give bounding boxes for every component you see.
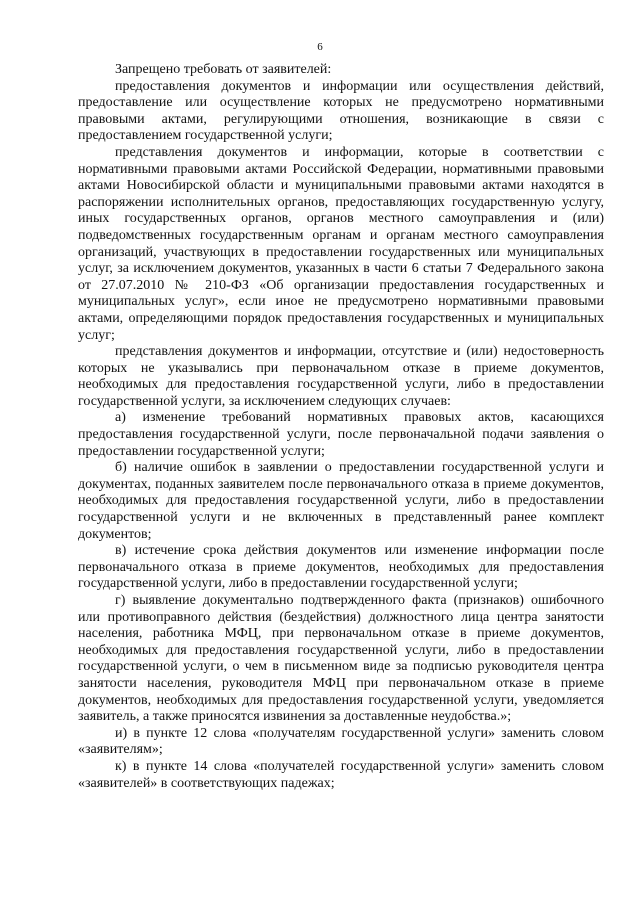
paragraph-item: предоставления документов и информации или осуществления действий, предоставление или осуществление которых не предусмотрено нормативными правовыми актами, регулирующими отношения, возникающие в связи с предоставлением государственной услуги;: [78, 78, 604, 144]
paragraph-item: представления документов и информации, которые в соответствии с нормативными правовыми актами Российской Федерации, нормативными правовыми актами Новосибирской области и муниципальными правовыми актами находятся в распоряжении исполнительных органов, предоставляющих государственную услугу, иных государственных органов, органов местного самоуправления и (или) подведомственных государственным органам и органам местного самоуправления организаций, участвующих в предоставлении государственных или муниципальных услуг, за исключением документов, указанных в части 6 статьи 7 Федерального закона от 27.07.2010 № 210-ФЗ «Об организации предоставления государственных и муниципальных услуг», если иное не предусмотрено нормативными правовыми актами, определяющими порядок предоставления государственных и муниципальных услуг;: [78, 144, 604, 343]
paragraph-item-k: к) в пункте 14 слова «получателей государственной услуги» заменить словом «заявителей» в соответствующих падежах;: [78, 758, 604, 791]
document-body: [78, 62, 604, 792]
paragraph-intro: Запрещено требовать от заявителей:: [115, 62, 332, 77]
paragraph-subitem-a: а) изменение требований нормативных правовых актов, касающихся предоставления государственной услуги, после первоначальной подачи заявления о предоставлении государственной услуги;: [78, 410, 604, 459]
page-number: 6: [317, 41, 323, 53]
paragraph-item-i: и) в пункте 12 слова «получателям государственной услуги» заменить словом «заявителям»;: [78, 725, 604, 758]
paragraph-item: представления документов и информации, отсутствие и (или) недостоверность которых не указывались при первоначальном отказе в приеме документов, необходимых для предоставления государственной услуги, либо в предоставлении государственной услуги, за исключением следующих случаев:: [78, 344, 604, 409]
paragraph-subitem-g: г) выявление документально подтвержденного факта (признаков) ошибочного или противоправного действия (бездействия) должностного лица центра занятости населения, работника МФЦ, при первоначальном отказе в приеме документов, необходимых для предоставления государственной услуги, либо в предоставлении государственной услуги, о чем в письменном виде за подписью руководителя центра занятости населения, руководителя МФЦ при первоначальном отказе в приеме документов, необходимых для предоставления государственной услуги, уведомляется заявитель, а также приносятся извинения за доставленные неудобства.»;: [78, 593, 604, 725]
paragraph-subitem-b: б) наличие ошибок в заявлении о предоставлении государственной услуги и документах, поданных заявителем после первоначального отказа в приеме документов, необходимых для предоставления государственной услуги, либо в предоставлении государственной услуги и не включенных в представленный ранее комплект документов;: [78, 460, 604, 542]
paragraph-subitem-v: в) истечение срока действия документов или изменение информации после первоначального отказа в приеме документов, необходимых для предоставления государственной услуги, либо в предоставлении государственной услуги;: [78, 543, 604, 592]
